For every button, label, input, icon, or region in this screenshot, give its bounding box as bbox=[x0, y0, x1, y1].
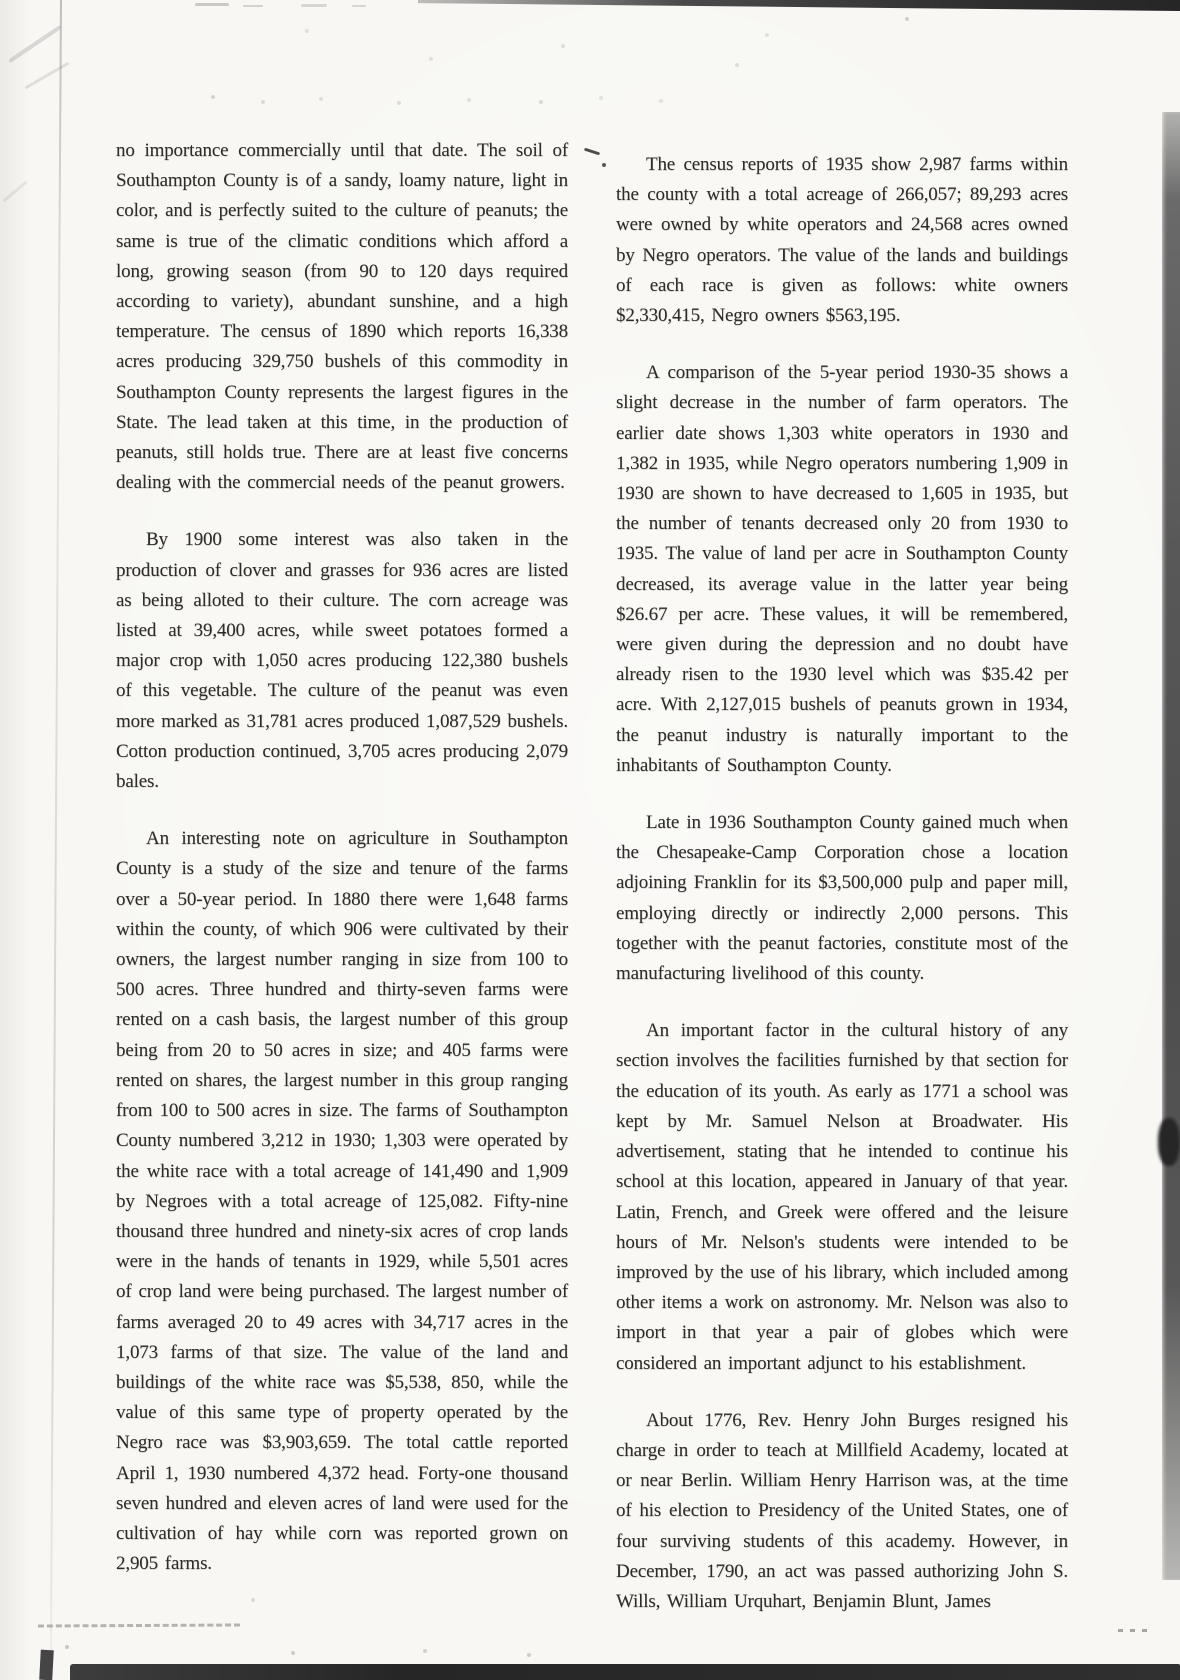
corner-smudge bbox=[3, 181, 28, 203]
scan-artifact-top-dash bbox=[301, 4, 327, 7]
body-paragraph: About 1776, Rev. Henry John Burges resigned his charge in order to teach at Millfield Academy, located at or near Berlin. William Henry Harrison was, at the time of his election to Presidency of the United States, one of four surviving students of this academy. However, in December, 1790, an act was passed authorizing John S. Wills, William Urquhart, Benjamin Blunt, James bbox=[616, 1409, 1068, 1612]
scan-artifact-bottom-band bbox=[70, 1664, 1180, 1680]
body-paragraph: A comparison of the 5-year period 1930-35 shows a slight decrease in the number of farm operators. The earlier date shows 1,303 white operators in 1930 and 1,382 in 1935, while Negro operators numbering 1,909 in 1930 are shown to have decreased to 1,605 in 1935, but the number of tenants decreased only 20 from 1930 to 1935. The value of land per acre in Southampton County decreased, its average value in the latter year being $26.67 per acre. These values, it will be remembered, were given during the depression and no doubt have already risen to the 1930 level which was $35.42 per acre. With 2,127,015 bushels of peanuts grown in 1934, the peanut industry is naturally important to the inhabitants of Southampton County. bbox=[616, 362, 1068, 776]
scan-artifact-dots bbox=[1118, 1629, 1154, 1632]
body-paragraph: An important factor in the cultural history of any section involves the facilities furnished by that section for the education of its youth. As early as 1771 a school was kept by Mr. Samuel Nelson at Broadwater. His advertisement, stating that he intended to continue his school at this location, appeared in January of that year. Latin, French, and Greek were offered and the leisure hours of Mr. Nelson's students were intended to be improved by the use of his library, which included among other items a work on astronomy. Mr. Nelson was also to import in that year a pair of globes which were considered an important adjunct to his establishment. bbox=[616, 1020, 1068, 1374]
left-column bbox=[116, 136, 568, 1606]
scan-artifact-right-edge-blob bbox=[1158, 1118, 1180, 1166]
corner-smudge bbox=[25, 62, 70, 90]
stray-pen-mark bbox=[584, 148, 600, 156]
body-paragraph: Late in 1936 Southampton County gained much when the Chesapeake-Camp Corporation chose a location adjoining Franklin for its $3,500,000 pulp and paper mill, employing directly or indirectly 2,000 persons. This together with the peanut factories, constitute most of the manufacturing livelihood of this county. bbox=[616, 812, 1068, 985]
right-column bbox=[616, 150, 1068, 1644]
scan-artifact-bottom-tick bbox=[39, 1650, 54, 1680]
scan-fold-line bbox=[50, 0, 62, 1680]
scan-speckles bbox=[0, 0, 2, 2]
scan-gutter-left bbox=[0, 0, 30, 1680]
scan-artifact-dashed-line bbox=[38, 1623, 240, 1627]
scan-artifact-top-dash bbox=[243, 5, 263, 7]
scan-artifact-right-edge-bar bbox=[1162, 112, 1180, 1580]
scan-artifact-top-band bbox=[418, 0, 1180, 11]
stray-pen-dot bbox=[602, 163, 606, 167]
scan-artifact-top-dash bbox=[352, 5, 366, 7]
scan-artifact-top-dash bbox=[195, 3, 229, 6]
body-paragraph: An interesting note on agriculture in Southampton County is a study of the size and tenure of the farms over a 50-year period. In 1880 there were 1,648 farms within the county, of which 906 were cultivated by their owners, the largest number ranging in size from 100 to 500 acres. Three hundred and thirty-seven farms were rented on a cash basis, the largest number of this group being from 20 to 50 acres in size; and 405 farms were rented on shares, the largest number in this group ranging from 100 to 500 acres in size. The farms of Southampton County numbered 3,212 in 1930; 1,303 were operated by the white race with a total acreage of 141,490 and 1,909 by Negroes with a total acreage of 125,082. Fifty-nine thousand three hundred and ninety-six acres of crop lands were in the hands of tenants in 1929, while 5,501 acres of crop land were being purchased. The largest number of farms averaged 20 to 49 acres with 34,717 acres in the 1,073 farms of that size. The value of the land and buildings of the white race was $5,538, 850, while the value of this same type of property operated by the Negro race was $3,903,659. The total cattle reported April 1, 1930 numbered 4,372 head. Forty-one thousand seven hundred and eleven acres of land were used for the cultivation of hay while corn was reported grown on 2,905 farms. bbox=[116, 828, 568, 1575]
body-paragraph: The census reports of 1935 show 2,987 farms within the county with a total acreage of 266,057; 89,293 acres were owned by white operators and 24,568 acres owned by Negro operators. The value of the lands and buildings of each race is given as follows: white owners $2,330,415, Negro owners $563,195. bbox=[616, 154, 1068, 327]
body-paragraph: By 1900 some interest was also taken in the production of clover and grasses for 936 acres are listed as being alloted to their culture. The corn acreage was listed at 39,400 acres, while sweet potatoes formed a major crop with 1,050 acres producing 122,380 bushels of this vegetable. The culture of the peanut was even more marked as 31,781 acres produced 1,087,529 bushels. Cotton production continued, 3,705 acres producing 2,079 bales. bbox=[116, 529, 568, 793]
body-paragraph: no importance commercially until that date. The soil of Southampton County is of a sandy, loamy nature, light in color, and is perfectly suited to the culture of peanuts; the same is true of the climatic conditions which afford a long, growing season (from 90 to 120 days required according to variety), abundant sunshine, and a high temperature. The census of 1890 which reports 16,338 acres producing 329,750 bushels of this commodity in Southampton County represents the largest figures in the State. The lead taken at this time, in the production of peanuts, still holds true. There are at least five concerns dealing with the commercial needs of the peanut growers. bbox=[116, 140, 568, 494]
corner-smudge bbox=[8, 25, 62, 63]
